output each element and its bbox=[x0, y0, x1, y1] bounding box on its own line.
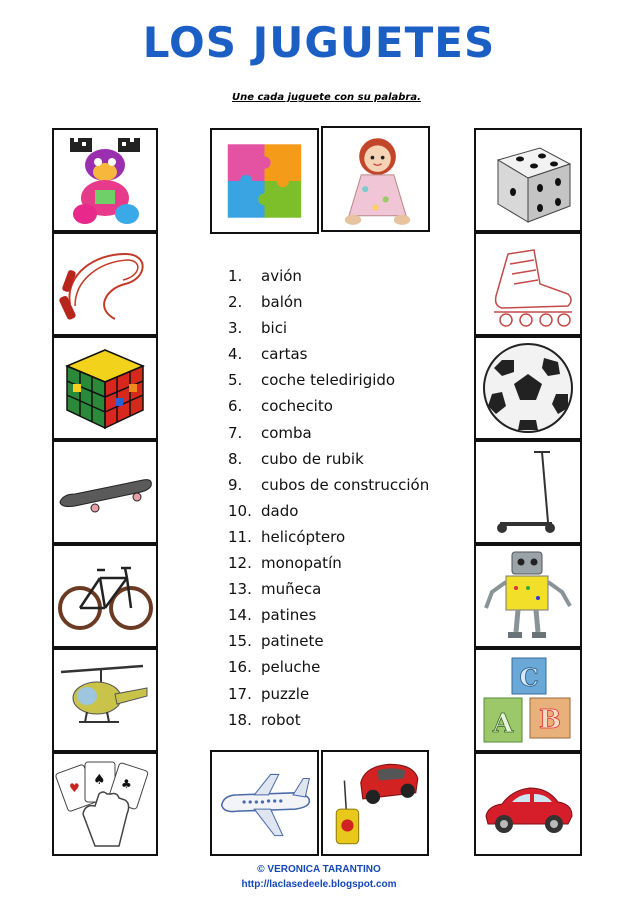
list-item: 17. puzzle bbox=[228, 681, 429, 707]
list-item: 9. cubos de construcción bbox=[228, 472, 429, 498]
list-item-label: puzzle bbox=[261, 684, 310, 703]
list-item-label: avión bbox=[261, 267, 302, 285]
helicopter-picture[interactable] bbox=[52, 648, 158, 752]
list-item: 5. coche teledirigido bbox=[228, 367, 429, 393]
list-item: 1. avión bbox=[228, 263, 429, 289]
soccer-ball-picture[interactable] bbox=[474, 336, 582, 440]
dice-picture[interactable] bbox=[474, 128, 582, 232]
rubik-cube-picture[interactable] bbox=[52, 336, 158, 440]
list-item: 4. cartas bbox=[228, 341, 429, 367]
list-item: 3. bici bbox=[228, 315, 429, 341]
list-item-label: comba bbox=[261, 423, 312, 442]
list-item: 16. peluche bbox=[228, 654, 429, 680]
list-item-label: cartas bbox=[261, 345, 308, 364]
list-item: 2. balón bbox=[228, 289, 429, 315]
jump-rope-picture[interactable] bbox=[52, 232, 158, 336]
toy-car-picture[interactable] bbox=[474, 752, 582, 856]
list-item-label: dado bbox=[261, 501, 299, 520]
list-item: 8. cubo de rubik bbox=[228, 446, 429, 472]
list-item: 15. patinete bbox=[228, 628, 429, 654]
remote-control-car-picture[interactable] bbox=[321, 750, 429, 856]
copyright-text: © VERONICA TARANTINO bbox=[257, 864, 381, 875]
building-blocks-picture[interactable] bbox=[474, 648, 582, 752]
roller-skates-picture[interactable] bbox=[474, 232, 582, 336]
list-item-label: peluche bbox=[261, 658, 321, 677]
list-item: 18. robot bbox=[228, 707, 429, 733]
list-item: 10. dado bbox=[228, 498, 429, 524]
list-item: 11. helicóptero bbox=[228, 524, 429, 550]
svg-text:♠: ♠ bbox=[93, 772, 106, 788]
list-item-label: cochecito bbox=[261, 397, 333, 416]
word-list bbox=[228, 263, 429, 733]
puzzle-picture[interactable] bbox=[210, 128, 319, 234]
doll-picture[interactable] bbox=[321, 126, 430, 232]
plush-toy-picture[interactable] bbox=[52, 128, 158, 232]
page-title: LOS JUGUETES bbox=[142, 18, 496, 67]
list-item-label: balón bbox=[261, 293, 303, 312]
list-item-label: patinete bbox=[261, 632, 324, 651]
airplane-picture[interactable] bbox=[210, 750, 319, 856]
skateboard-picture[interactable] bbox=[52, 440, 158, 544]
block-letter-b: B bbox=[539, 705, 561, 735]
list-item: 12. monopatín bbox=[228, 550, 429, 576]
list-item-label: cubo de rubik bbox=[261, 449, 364, 468]
list-item: 7. comba bbox=[228, 420, 429, 446]
website-link[interactable]: http://laclasedeele.blogspot.com bbox=[241, 879, 397, 890]
list-item-label: muñeca bbox=[261, 580, 322, 599]
bicycle-picture[interactable] bbox=[52, 544, 158, 648]
list-item: 13. muñeca bbox=[228, 576, 429, 602]
list-item-label: monopatín bbox=[261, 554, 342, 573]
robot-picture[interactable] bbox=[474, 544, 582, 648]
list-item-label: patines bbox=[261, 606, 317, 625]
list-item-label: helicóptero bbox=[261, 527, 346, 546]
list-item: 14. patines bbox=[228, 602, 429, 628]
instructions: Une cada juguete con su palabra. bbox=[232, 92, 421, 103]
list-item-label: robot bbox=[261, 710, 301, 729]
list-item-label: cubos de construcción bbox=[261, 475, 430, 494]
list-item-label: coche teledirigido bbox=[261, 371, 396, 390]
block-letter-c: C bbox=[519, 663, 539, 692]
block-letter-a: A bbox=[492, 709, 514, 739]
list-item: 6. cochecito bbox=[228, 393, 429, 419]
scooter-picture[interactable] bbox=[474, 440, 582, 544]
svg-text:♣: ♣ bbox=[121, 777, 132, 791]
list-item-label: bici bbox=[261, 319, 288, 338]
svg-text:♥: ♥ bbox=[69, 781, 80, 795]
playing-cards-picture[interactable] bbox=[52, 752, 158, 856]
